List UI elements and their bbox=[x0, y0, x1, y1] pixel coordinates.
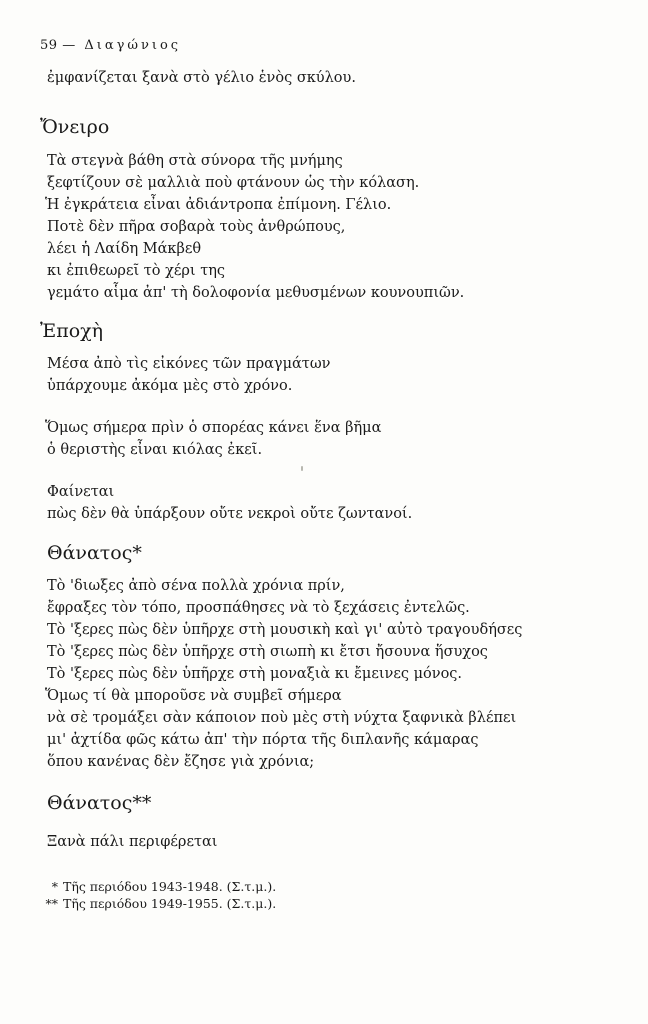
footnote-text: Τῆς περιόδου 1943-1948. (Σ.τ.μ.). bbox=[63, 879, 277, 894]
poem-line: νὰ σὲ τρομάξει σὰν κάποιον ποὺ μὲς στὴ νύχτα ξαφνικὰ βλέπει bbox=[47, 710, 517, 726]
poem-line: μι' ἀχτίδα φῶς κάτω ἀπ' τὴν πόρτα τῆς διπλανῆς κάμαρας bbox=[47, 732, 479, 748]
poem-line: λέει ἡ Λαίδη Μάκβεθ bbox=[47, 241, 202, 257]
poem-line: Τὸ 'ξερες πὼς δὲν ὑπῆρχε στὴ σιωπὴ κι ἔτσι ἤσουνα ἥσυχος bbox=[47, 644, 488, 660]
poem-line: Τὸ 'ξερες πὼς δὲν ὑπῆρχε στὴ μουσικὴ καὶ γι' αὐτὸ τραγουδήσες bbox=[47, 622, 523, 638]
poem-line: Τὰ στεγνὰ βάθη στὰ σύνορα τῆς μνήμης bbox=[47, 153, 343, 169]
poem-title-epoxi: Ἐποχὴ bbox=[40, 320, 104, 342]
poem-line: γεμάτο αἷμα ἀπ' τὴ δολοφονία μεθυσμένων κουνουπιῶν. bbox=[47, 285, 465, 301]
poem-line: Ἡ ἐγκράτεια εἶναι ἀδιάντροπα ἐπίμονη. Γέλιο. bbox=[45, 197, 392, 213]
running-title: Διαγώνιος bbox=[84, 38, 182, 53]
paper-speck bbox=[301, 466, 303, 471]
poem-line: Μέσα ἀπὸ τὶς εἰκόνες τῶν πραγμάτων bbox=[47, 356, 331, 372]
poem-title-thanatos-2: Θάνατος** bbox=[47, 792, 152, 814]
poem-line: κι ἐπιθεωρεῖ τὸ χέρι της bbox=[47, 263, 226, 279]
poem-title-oneiro: Ὄνειρο bbox=[40, 116, 110, 138]
poem-line: Ποτὲ δὲν πῆρα σοβαρὰ τοὺς ἀνθρώπους, bbox=[47, 219, 346, 235]
poem-title-thanatos-1: Θάνατος* bbox=[47, 542, 142, 564]
footnote-2 bbox=[36, 896, 276, 911]
poem-line: πὼς δὲν θὰ ὑπάρξουν οὔτε νεκροὶ οὔτε ζωντανοί. bbox=[47, 506, 413, 522]
poem-line: Ξανὰ πάλι περιφέρεται bbox=[47, 834, 218, 850]
footnote-text: Τῆς περιόδου 1949-1955. (Σ.τ.μ.). bbox=[63, 896, 277, 911]
poem-line: Φαίνεται bbox=[47, 484, 115, 500]
poem-line: Τὸ 'διωξες ἀπὸ σένα πολλὰ χρόνια πρίν, bbox=[47, 578, 345, 594]
intro-line: ἐμφανίζεται ξανὰ στὸ γέλιο ἑνὸς σκύλου. bbox=[47, 70, 356, 86]
poem-line: Τὸ 'ξερες πὼς δὲν ὑπῆρχε στὴ μοναξιὰ κι ἔμεινες μόνος. bbox=[47, 666, 463, 682]
footnote-mark: ** bbox=[45, 896, 58, 911]
poem-line: ξεφτίζουν σὲ μαλλιὰ ποὺ φτάνουν ὡς τὴν κόλαση. bbox=[47, 175, 420, 191]
poem-line: ἔφραξες τὸν τόπο, προσπάθησες νὰ τὸ ξεχάσεις ἐντελῶς. bbox=[47, 600, 470, 616]
poem-line: Ὅμως τί θὰ μποροῦσε νὰ συμβεῖ σήμερα bbox=[45, 688, 342, 704]
page-number: 59 bbox=[40, 38, 58, 53]
poem-line: ὁ θεριστὴς εἶναι κιόλας ἐκεῖ. bbox=[47, 442, 263, 458]
poem-line: ὑπάρχουμε ἀκόμα μὲς στὸ χρόνο. bbox=[47, 378, 293, 394]
footnote-mark: * bbox=[51, 879, 58, 894]
header-dash: — bbox=[62, 38, 76, 53]
poem-line: Ὅμως σήμερα πρὶν ὁ σπορέας κάνει ἕνα βῆμα bbox=[45, 420, 382, 436]
poem-line: ὅπου κανένας δὲν ἔζησε γιὰ χρόνια; bbox=[47, 754, 315, 770]
footnote-1 bbox=[36, 879, 276, 894]
running-header bbox=[40, 38, 181, 53]
